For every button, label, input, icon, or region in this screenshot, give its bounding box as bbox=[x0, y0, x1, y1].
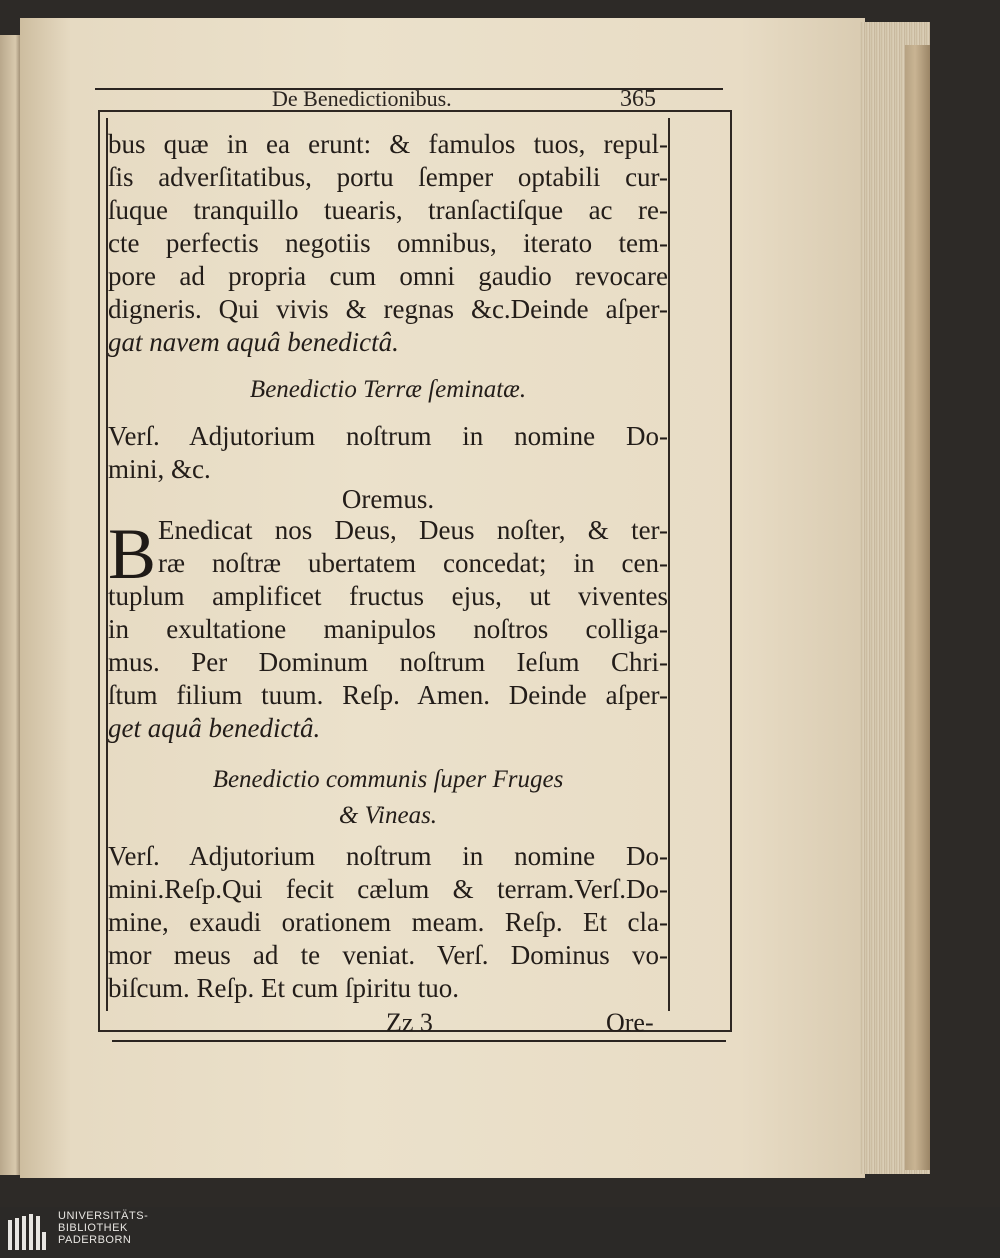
library-logo-text bbox=[58, 1210, 148, 1246]
text-line: mine, exaudi orationem meam. Reſp. Et cla- bbox=[108, 907, 668, 937]
text-line: tuplum amplificet fructus ejus, ut viventes bbox=[108, 581, 668, 611]
text-line: Verſ. Adjutorium noſtrum in nomine Do- bbox=[108, 841, 668, 871]
library-footer-bar bbox=[0, 1207, 1000, 1258]
text-line: ræ noſtræ ubertatem concedat; in cen- bbox=[158, 548, 668, 578]
text-line: Verſ. Adjutorium noſtrum in nomine Do- bbox=[108, 421, 668, 451]
library-logo-icon bbox=[8, 1214, 46, 1250]
paragraph-1 bbox=[108, 128, 668, 359]
heading-line: Benedictio communis ſuper Fruges bbox=[212, 766, 564, 793]
text-line: gat navem aquâ benedictâ. bbox=[108, 327, 399, 357]
text-line: mor meus ad te veniat. Verſ. Dominus vo- bbox=[108, 940, 668, 970]
page-number: 365 bbox=[620, 86, 656, 112]
text-line: mini, &c. bbox=[108, 454, 211, 484]
text-line: digneris. Qui vivis & regnas &c.Deinde aſper- bbox=[108, 294, 668, 324]
logo-line: BIBLIOTHEK bbox=[58, 1222, 128, 1234]
versicle-1 bbox=[108, 420, 668, 486]
text-line: cte perfectis negotiis omnibus, iterato tem- bbox=[108, 228, 668, 258]
drop-capital: B bbox=[108, 514, 157, 594]
logo-line: UNIVERSITÄTS- bbox=[58, 1210, 149, 1222]
text-line: in exultatione manipulos noſtros colliga- bbox=[108, 614, 668, 644]
prayer-paragraph bbox=[108, 514, 668, 745]
versicle-2 bbox=[108, 840, 668, 1005]
oremus-heading: Oremus. bbox=[341, 484, 435, 514]
text-line: ſuque tranquillo tuearis, tranſactiſque ac re- bbox=[108, 195, 668, 225]
footer-rule bbox=[112, 1040, 726, 1042]
text-line: get aquâ benedictâ. bbox=[108, 713, 321, 743]
text-line: biſcum. Reſp. Et cum ſpiritu tuo. bbox=[108, 973, 459, 1003]
text-line: pore ad propria cum omni gaudio revocare bbox=[108, 261, 668, 291]
left-page-edge bbox=[0, 35, 22, 1175]
text-line: bus quæ in ea erunt: & famulos tuos, repul- bbox=[108, 129, 668, 159]
heading-line: & Vineas. bbox=[338, 802, 438, 829]
signature-mark: Zz 3 bbox=[386, 1008, 433, 1037]
text-line: mus. Per Dominum noſtrum Ieſum Chri- bbox=[108, 647, 668, 677]
text-line: Enedicat nos Deus, Deus noſter, & ter- bbox=[158, 515, 668, 545]
section-heading-2 bbox=[108, 762, 668, 834]
text-line: ſis adverſitatibus, portu ſemper optabili cur- bbox=[108, 162, 668, 192]
text-line: ſtum filium tuum. Reſp. Amen. Deinde aſper- bbox=[108, 680, 668, 710]
text-line: mini.Reſp.Qui fecit cælum & terram.Verſ.Do- bbox=[108, 874, 668, 904]
section-heading-1: Benedictio Terræ ſeminatæ. bbox=[249, 376, 527, 403]
running-head: De Benedictionibus. bbox=[272, 86, 452, 111]
catchword: Ore- bbox=[606, 1008, 654, 1037]
binding-edge bbox=[905, 45, 930, 1170]
logo-line: PADERBORN bbox=[58, 1234, 132, 1246]
